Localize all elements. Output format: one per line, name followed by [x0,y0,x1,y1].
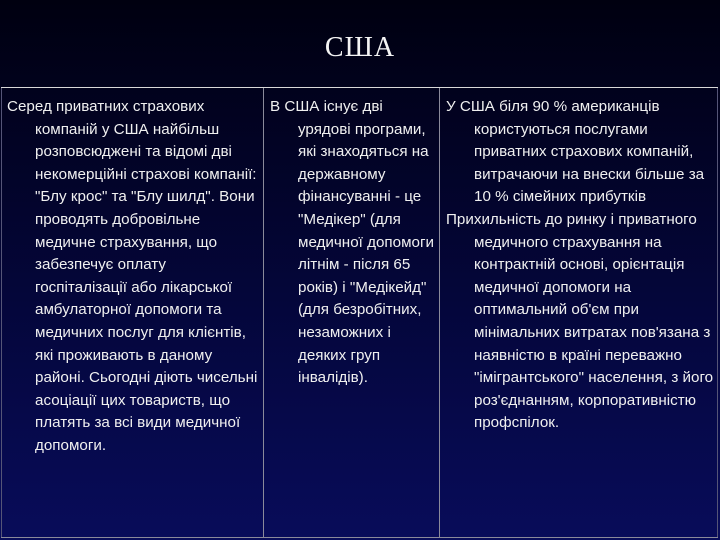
column-private-insurers [1,88,264,537]
column-government-programs [264,88,440,537]
column-1-text: Серед приватних страхових компаній у США найбільш розповсюджені та відомі дві некомерційні страхові компанії: "Блу крос" та "Блу шилд". Вони проводять добровільне медичне страхування, що забезпечує оплату госпіталізації або лікарської амбулаторної допомоги та медичних послуг для клієнтів, які проживають в даному районі. Сьогодні діють чисельні асоціації цих товариств, що платять за всі види медичної допомоги. [7,98,258,454]
content-table [1,87,718,538]
column-2-text: В США існує дві урядові програми, які знаходяться на державному фінансуванні - це "Медікер" (для медичної допомоги літнім - після 65 років) і "Медікейд" (для безробітних, незаможних і деяких груп інвалідів). [270,98,434,387]
slide-title: США [324,32,396,63]
column-3-text-1: У США біля 90 % американців користуються послугами приватних страхових компаній, витрачаючи на внески більше за 10 % сімейних прибутків [446,98,705,206]
column-3-text-2: Прихильність до ринку і приватного медичного страхування на контрактній основі, орієнтація медичної допомоги на оптимальний об'єм при мінімальних витратах пов'язана з наявністю в країні переважно "імігрантського" населення, з його роз'єднанням, корпоративністю профспілок. [446,210,714,432]
column-market-orientation [440,88,718,537]
